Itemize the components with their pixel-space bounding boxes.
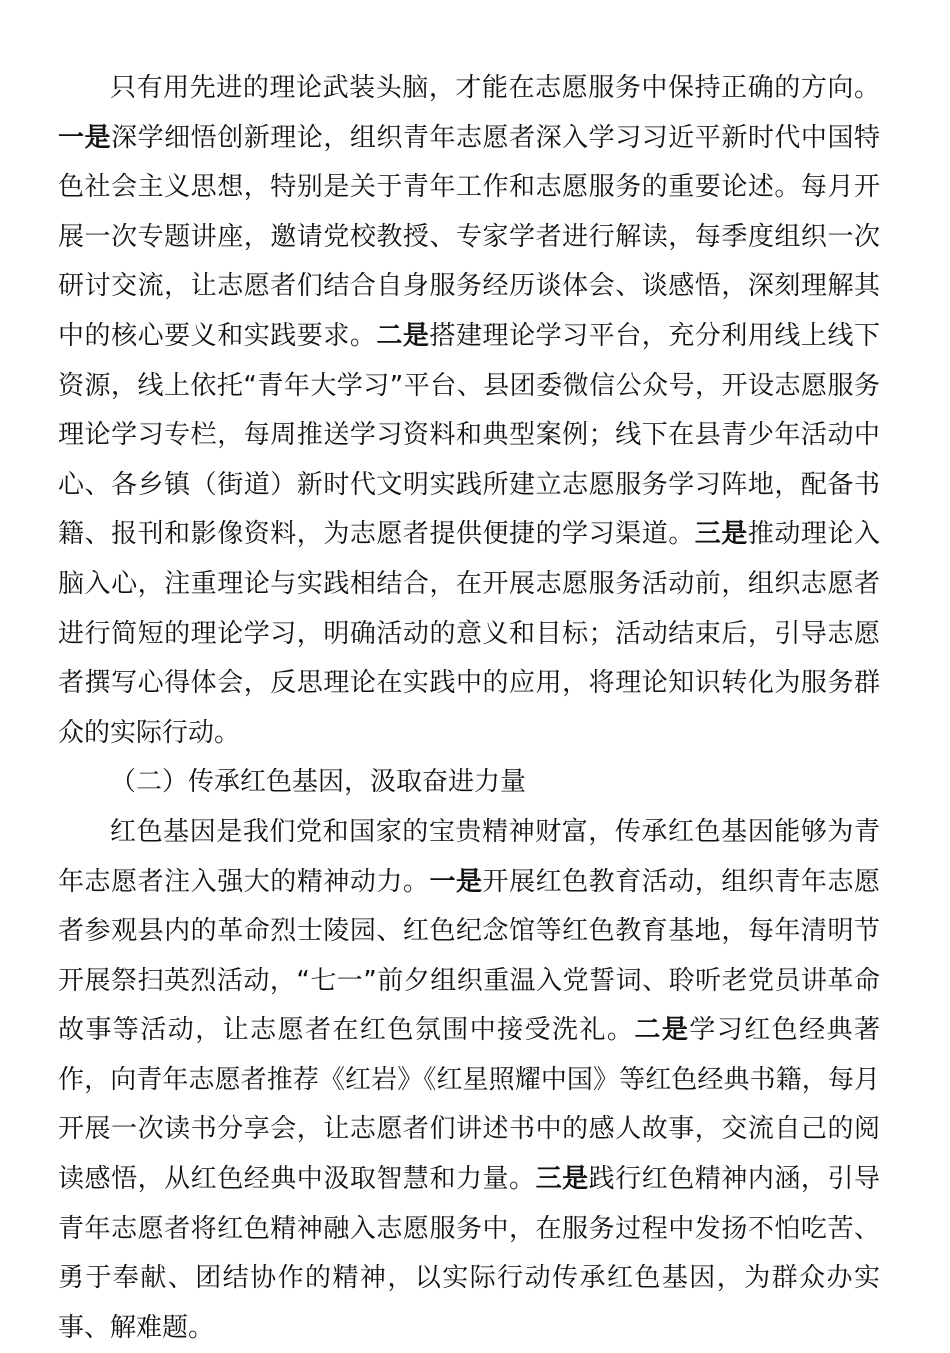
paragraph-text: 开展红色教育活动，组织青年志愿者参观县内的革命烈士陵园、红色纪念馆等红色教育基地，每年清明节开展祭扫英烈活动，“七一”前夕组织重温入党誓词、聆听老党员讲革命故事等活动，让志愿者在红色氛围中接受洗礼。 [58, 866, 880, 1046]
point-marker-two: 二是 [634, 1015, 690, 1046]
document-body [58, 64, 880, 1353]
paragraph-text: 推动理论入脑入心，注重理论与实践相结合，在开展志愿服务活动前，组织志愿者进行简短的理论学习，明确活动的意义和目标；活动结束后，引导志愿者撰写心得体会，反思理论在实践中的应用，将理论知识转化为服务群众的实际行动。 [58, 519, 880, 748]
section-heading-red-gene: （二）传承红色基因，汲取奋进力量 [110, 767, 527, 798]
paragraph-text: 学习红色经典著作，向青年志愿者推荐《红岩》《红星照耀中国》等红色经典书籍，每月开展一次读书分享会，让志愿者们讲述书中的感人故事，交流自己的阅读感悟，从红色经典中汲取智慧和力量。 [58, 1015, 880, 1195]
point-marker-two: 二是 [376, 320, 430, 351]
point-marker-one: 一是 [58, 122, 112, 153]
paragraph-red-gene [58, 808, 880, 1353]
point-marker-three: 三是 [535, 1164, 589, 1195]
paragraph-text: 践行红色精神内涵，引导青年志愿者将红色精神融入志愿服务中，在服务过程中发扬不怕吃苦、勇于奉献、团结协作的精神，以实际行动传承红色基因，为群众办实事、解难题。 [58, 1164, 880, 1343]
paragraph-text: 深学细悟创新理论，组织青年志愿者深入学习习近平新时代中国特色社会主义思想，特别是关于青年工作和志愿服务的重要论述。每月开展一次专题讲座，邀请党校教授、专家学者进行解读，每季度组织一次研讨交流，让志愿者们结合自身服务经历谈体会、谈感悟，深刻理解其中的核心要义和实践要求。 [58, 122, 880, 351]
point-marker-three: 三是 [694, 519, 748, 550]
paragraph-text: 只有用先进的理论武装头脑，才能在志愿服务中保持正确的方向。 [110, 73, 880, 103]
paragraph-theory-study [58, 64, 880, 758]
point-marker-one: 一是 [429, 866, 483, 897]
paragraph-text: 红色基因是我们党和国家的宝贵精神财富，传承红色基因能够为青年志愿者注入强大的精神动力。 [58, 816, 880, 897]
paragraph-text: 搭建理论学习平台，充分利用线上线下资源，线上依托“青年大学习”平台、县团委微信公众号，开设志愿服务理论学习专栏，每周推送学习资料和典型案例；线下在县青少年活动中心、各乡镇（街道）新时代文明实践所建立志愿服务学习阵地，配备书籍、报刊和影像资料，为志愿者提供便捷的学习渠道。 [58, 320, 880, 550]
